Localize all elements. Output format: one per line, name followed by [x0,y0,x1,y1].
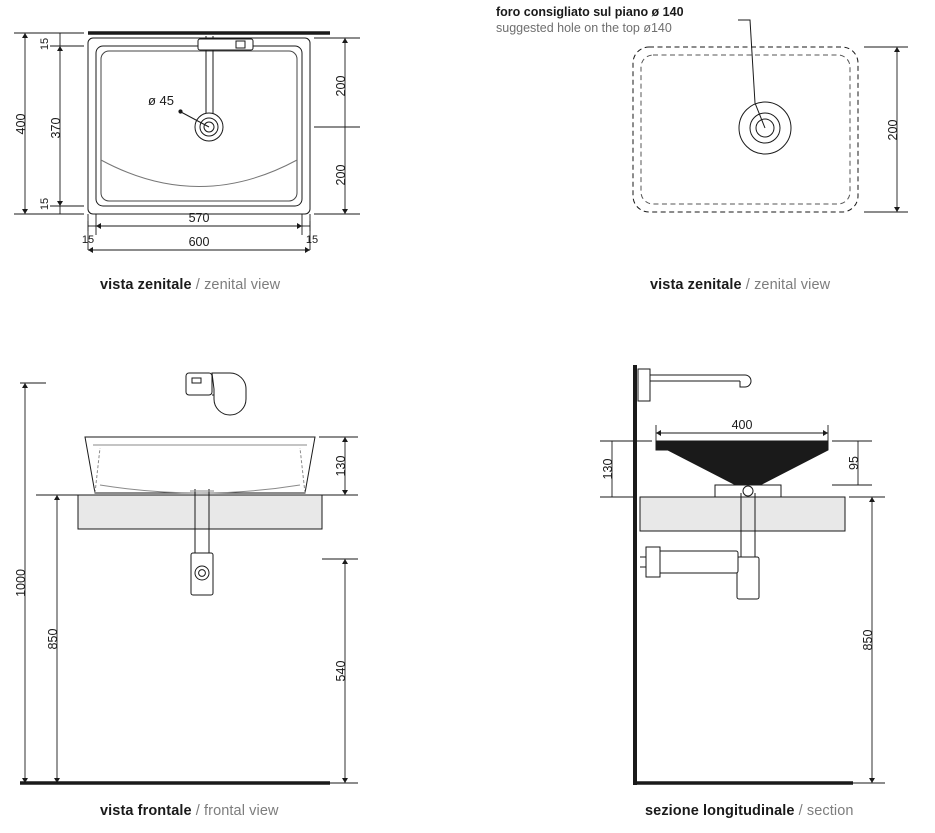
bottom-left-drawing [0,345,460,833]
caption-bottom-left-light: frontal view [204,803,279,819]
caption-bottom-left-bold: vista frontale [100,803,192,819]
dim-total-height: 1000 [14,569,28,597]
panel-bottom-left-frontal-view [0,345,460,833]
dim-right-upper: 200 [334,75,348,97]
dim-basin-thickness: 130 [334,455,348,477]
dim-inner-width: 570 [188,211,210,225]
caption-top-left [100,277,280,293]
top-left-drawing [0,0,460,310]
dim-section-width: 400 [731,418,753,432]
dim-overall-depth: 400 [14,113,28,135]
note-suggested-hole-en: suggested hole on the top ø140 [496,21,672,35]
caption-bottom-right [645,803,854,819]
caption-bottom-right-light: section [806,803,854,819]
dim-rim-thickness: 95 [847,456,861,470]
caption-top-right-bold: vista zenitale [650,277,742,293]
dim-inner-depth: 370 [49,117,63,139]
caption-top-right-light: zenital view [754,277,831,293]
dim-lower-height: 540 [334,660,348,682]
dim-overall-width: 600 [188,235,210,249]
top-right-drawing [460,0,935,310]
caption-top-right-sep: / [741,277,755,293]
dim-edge-right: 15 [305,234,319,246]
counter-slab [78,495,322,529]
counter-slab-section [640,497,845,531]
caption-top-left-bold: vista zenitale [100,277,192,293]
dim-right-height: 200 [886,119,900,141]
dim-edge-left: 15 [81,234,95,246]
note-suggested-hole-it: foro consigliato sul piano ø 140 [496,5,684,19]
bottom-right-drawing [460,345,935,833]
panel-bottom-right-section [460,345,935,833]
dim-section-basin-height: 850 [861,629,875,651]
dim-edge-top: 15 [39,37,51,51]
caption-top-right [650,277,830,293]
caption-top-left-sep: / [191,277,205,293]
caption-bottom-left-sep: / [191,803,205,819]
dim-basin-height: 850 [46,628,60,650]
dim-edge-bottom: 15 [39,197,51,211]
caption-bottom-right-bold: sezione longitudinale [645,803,795,819]
caption-bottom-right-sep: / [794,803,807,819]
dim-right-lower: 200 [334,164,348,186]
note-suggested-hole [496,4,684,36]
panel-top-right-zenital-view [460,0,935,310]
caption-bottom-left [100,803,279,819]
dim-drain-diameter: ø 45 [148,93,175,108]
caption-top-left-light: zenital view [204,277,281,293]
panel-top-left-zenital-view [0,0,460,310]
dim-section-basin-thickness: 130 [601,458,615,480]
